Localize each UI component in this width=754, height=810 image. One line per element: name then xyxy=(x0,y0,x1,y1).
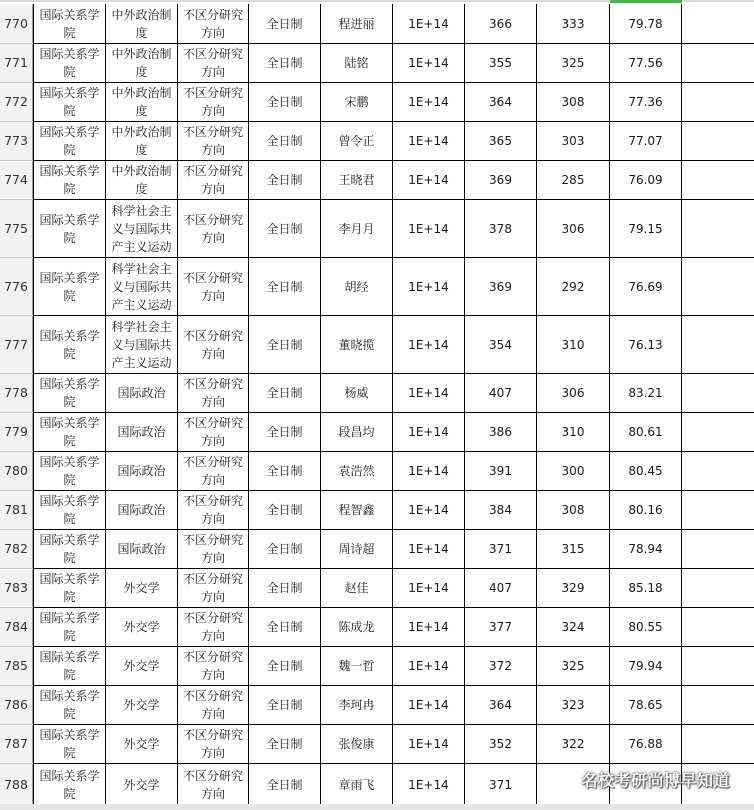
initial-score-cell[interactable]: 366 xyxy=(465,4,537,44)
table-row[interactable] xyxy=(0,686,754,725)
retest-score-cell[interactable]: 306 xyxy=(537,200,610,258)
name-cell[interactable]: 周诗超 xyxy=(321,530,393,569)
watermark-text: 名校考研尚博早知道 xyxy=(581,771,730,790)
major-cell[interactable]: 外交学 xyxy=(106,569,178,608)
college-cell[interactable]: 国际关系学院 xyxy=(33,200,106,258)
major-cell[interactable]: 国际政治 xyxy=(106,413,178,452)
retest-score-cell[interactable]: 285 xyxy=(537,161,610,200)
row-header[interactable]: 786 xyxy=(0,686,33,725)
row-header[interactable]: 787 xyxy=(0,725,33,764)
retest-score-cell[interactable]: 324 xyxy=(537,608,610,647)
study-mode-cell[interactable]: 全日制 xyxy=(249,122,321,161)
college-cell[interactable]: 国际关系学院 xyxy=(33,491,106,530)
table-row[interactable] xyxy=(0,530,754,569)
college-cell[interactable]: 国际关系学院 xyxy=(33,83,106,122)
college-cell[interactable]: 国际关系学院 xyxy=(33,725,106,764)
horizontal-scrollbar[interactable] xyxy=(0,804,754,810)
row-header[interactable]: 776 xyxy=(0,258,33,316)
total-score-cell[interactable]: 79.15 xyxy=(610,200,682,258)
study-mode-cell[interactable]: 全日制 xyxy=(249,374,321,413)
name-cell[interactable]: 陆铭 xyxy=(321,44,393,83)
initial-score-cell[interactable]: 364 xyxy=(465,686,537,725)
note-cell[interactable] xyxy=(682,686,754,725)
initial-score-cell[interactable]: 369 xyxy=(465,161,537,200)
college-cell[interactable]: 国际关系学院 xyxy=(33,452,106,491)
exam-id-cell[interactable]: 1E+14 xyxy=(393,161,465,200)
total-score-cell[interactable]: 77.36 xyxy=(610,83,682,122)
study-mode-cell[interactable]: 全日制 xyxy=(249,452,321,491)
study-mode-cell[interactable]: 全日制 xyxy=(249,647,321,686)
study-mode-cell[interactable]: 全日制 xyxy=(249,608,321,647)
wechat-icon xyxy=(553,772,575,788)
retest-score-cell[interactable]: 306 xyxy=(537,374,610,413)
note-cell[interactable] xyxy=(682,258,754,316)
research-direction-cell[interactable]: 不区分研究方向 xyxy=(178,258,249,316)
name-cell[interactable]: 魏一哲 xyxy=(321,647,393,686)
total-score-cell[interactable]: 80.16 xyxy=(610,491,682,530)
research-direction-cell[interactable]: 不区分研究方向 xyxy=(178,686,249,725)
exam-id-cell[interactable]: 1E+14 xyxy=(393,569,465,608)
name-cell[interactable]: 袁浩然 xyxy=(321,452,393,491)
exam-id-cell[interactable]: 1E+14 xyxy=(393,608,465,647)
table-row[interactable] xyxy=(0,258,754,316)
total-score-cell[interactable]: 76.69 xyxy=(610,258,682,316)
study-mode-cell[interactable]: 全日制 xyxy=(249,83,321,122)
table-row[interactable] xyxy=(0,44,754,83)
note-cell[interactable] xyxy=(682,4,754,44)
note-cell[interactable] xyxy=(682,44,754,83)
retest-score-cell[interactable]: 310 xyxy=(537,413,610,452)
research-direction-cell[interactable]: 不区分研究方向 xyxy=(178,83,249,122)
initial-score-cell[interactable]: 365 xyxy=(465,122,537,161)
total-score-cell[interactable]: 77.56 xyxy=(610,44,682,83)
study-mode-cell[interactable]: 全日制 xyxy=(249,764,321,806)
college-cell[interactable]: 国际关系学院 xyxy=(33,258,106,316)
initial-score-cell[interactable]: 372 xyxy=(465,647,537,686)
study-mode-cell[interactable]: 全日制 xyxy=(249,569,321,608)
total-score-cell[interactable]: 77.07 xyxy=(610,122,682,161)
college-cell[interactable]: 国际关系学院 xyxy=(33,647,106,686)
total-score-cell[interactable]: 80.45 xyxy=(610,452,682,491)
major-cell[interactable]: 外交学 xyxy=(106,764,178,806)
total-score-cell[interactable]: 76.09 xyxy=(610,161,682,200)
initial-score-cell[interactable]: 371 xyxy=(465,764,537,806)
college-cell[interactable]: 国际关系学院 xyxy=(33,4,106,44)
note-cell[interactable] xyxy=(682,83,754,122)
research-direction-cell[interactable]: 不区分研究方向 xyxy=(178,413,249,452)
name-cell[interactable]: 程智鑫 xyxy=(321,491,393,530)
retest-score-cell[interactable]: 329 xyxy=(537,569,610,608)
name-cell[interactable]: 杨威 xyxy=(321,374,393,413)
table-row[interactable] xyxy=(0,122,754,161)
research-direction-cell[interactable]: 不区分研究方向 xyxy=(178,161,249,200)
research-direction-cell[interactable]: 不区分研究方向 xyxy=(178,4,249,44)
study-mode-cell[interactable]: 全日制 xyxy=(249,44,321,83)
retest-score-cell[interactable]: 333 xyxy=(537,4,610,44)
research-direction-cell[interactable]: 不区分研究方向 xyxy=(178,725,249,764)
table-row[interactable] xyxy=(0,413,754,452)
initial-score-cell[interactable]: 354 xyxy=(465,316,537,374)
research-direction-cell[interactable]: 不区分研究方向 xyxy=(178,316,249,374)
name-cell[interactable]: 段昌均 xyxy=(321,413,393,452)
note-cell[interactable] xyxy=(682,316,754,374)
research-direction-cell[interactable]: 不区分研究方向 xyxy=(178,530,249,569)
exam-id-cell[interactable]: 1E+14 xyxy=(393,764,465,806)
study-mode-cell[interactable]: 全日制 xyxy=(249,4,321,44)
major-cell[interactable]: 中外政治制度 xyxy=(106,44,178,83)
note-cell[interactable] xyxy=(682,374,754,413)
major-cell[interactable]: 科学社会主义与国际共产主义运动 xyxy=(106,316,178,374)
study-mode-cell[interactable]: 全日制 xyxy=(249,316,321,374)
note-cell[interactable] xyxy=(682,200,754,258)
initial-score-cell[interactable]: 352 xyxy=(465,725,537,764)
table-row[interactable] xyxy=(0,491,754,530)
exam-id-cell[interactable]: 1E+14 xyxy=(393,452,465,491)
research-direction-cell[interactable]: 不区分研究方向 xyxy=(178,452,249,491)
study-mode-cell[interactable]: 全日制 xyxy=(249,686,321,725)
table-row[interactable] xyxy=(0,200,754,258)
row-header[interactable]: 772 xyxy=(0,83,33,122)
exam-id-cell[interactable]: 1E+14 xyxy=(393,686,465,725)
initial-score-cell[interactable]: 407 xyxy=(465,374,537,413)
note-cell[interactable] xyxy=(682,491,754,530)
major-cell[interactable]: 外交学 xyxy=(106,608,178,647)
row-header[interactable]: 774 xyxy=(0,161,33,200)
exam-id-cell[interactable]: 1E+14 xyxy=(393,44,465,83)
exam-id-cell[interactable]: 1E+14 xyxy=(393,530,465,569)
research-direction-cell[interactable]: 不区分研究方向 xyxy=(178,764,249,806)
exam-id-cell[interactable]: 1E+14 xyxy=(393,316,465,374)
row-header[interactable]: 777 xyxy=(0,316,33,374)
initial-score-cell[interactable]: 364 xyxy=(465,83,537,122)
note-cell[interactable] xyxy=(682,530,754,569)
major-cell[interactable]: 中外政治制度 xyxy=(106,122,178,161)
research-direction-cell[interactable]: 不区分研究方向 xyxy=(178,44,249,83)
exam-id-cell[interactable]: 1E+14 xyxy=(393,491,465,530)
study-mode-cell[interactable]: 全日制 xyxy=(249,491,321,530)
study-mode-cell[interactable]: 全日制 xyxy=(249,161,321,200)
exam-id-cell[interactable]: 1E+14 xyxy=(393,413,465,452)
name-cell[interactable]: 章雨飞 xyxy=(321,764,393,806)
research-direction-cell[interactable]: 不区分研究方向 xyxy=(178,569,249,608)
row-header[interactable]: 780 xyxy=(0,452,33,491)
initial-score-cell[interactable]: 407 xyxy=(465,569,537,608)
name-cell[interactable]: 张俊康 xyxy=(321,725,393,764)
retest-score-cell[interactable]: 308 xyxy=(537,83,610,122)
name-cell[interactable]: 赵佳 xyxy=(321,569,393,608)
college-cell[interactable]: 国际关系学院 xyxy=(33,413,106,452)
college-cell[interactable]: 国际关系学院 xyxy=(33,569,106,608)
study-mode-cell[interactable]: 全日制 xyxy=(249,258,321,316)
retest-score-cell[interactable]: 325 xyxy=(537,44,610,83)
research-direction-cell[interactable]: 不区分研究方向 xyxy=(178,491,249,530)
name-cell[interactable]: 宋鹏 xyxy=(321,83,393,122)
total-score-cell[interactable]: 79.94 xyxy=(610,647,682,686)
exam-id-cell[interactable]: 1E+14 xyxy=(393,122,465,161)
major-cell[interactable]: 国际政治 xyxy=(106,491,178,530)
total-score-cell[interactable]: 80.61 xyxy=(610,413,682,452)
retest-score-cell[interactable]: 303 xyxy=(537,122,610,161)
college-cell[interactable]: 国际关系学院 xyxy=(33,316,106,374)
major-cell[interactable]: 国际政治 xyxy=(106,452,178,491)
study-mode-cell[interactable]: 全日制 xyxy=(249,530,321,569)
initial-score-cell[interactable]: 369 xyxy=(465,258,537,316)
initial-score-cell[interactable]: 371 xyxy=(465,530,537,569)
research-direction-cell[interactable]: 不区分研究方向 xyxy=(178,200,249,258)
total-score-cell[interactable]: 76.13 xyxy=(610,316,682,374)
table-row[interactable] xyxy=(0,608,754,647)
college-cell[interactable]: 国际关系学院 xyxy=(33,608,106,647)
college-cell[interactable]: 国际关系学院 xyxy=(33,122,106,161)
college-cell[interactable]: 国际关系学院 xyxy=(33,374,106,413)
name-cell[interactable]: 程进丽 xyxy=(321,4,393,44)
initial-score-cell[interactable]: 384 xyxy=(465,491,537,530)
total-score-cell[interactable]: 78.94 xyxy=(610,530,682,569)
note-cell[interactable] xyxy=(682,413,754,452)
retest-score-cell[interactable]: 325 xyxy=(537,647,610,686)
retest-score-cell[interactable]: 292 xyxy=(537,258,610,316)
exam-id-cell[interactable]: 1E+14 xyxy=(393,374,465,413)
row-header[interactable]: 781 xyxy=(0,491,33,530)
note-cell[interactable] xyxy=(682,122,754,161)
table-row[interactable] xyxy=(0,4,754,44)
college-cell[interactable]: 国际关系学院 xyxy=(33,764,106,806)
name-cell[interactable]: 董晓揽 xyxy=(321,316,393,374)
initial-score-cell[interactable]: 391 xyxy=(465,452,537,491)
initial-score-cell[interactable]: 386 xyxy=(465,413,537,452)
initial-score-cell[interactable]: 355 xyxy=(465,44,537,83)
name-cell[interactable]: 李珂冉 xyxy=(321,686,393,725)
note-cell[interactable] xyxy=(682,608,754,647)
watermark xyxy=(553,768,730,791)
total-score-cell[interactable]: 79.78 xyxy=(610,4,682,44)
study-mode-cell[interactable]: 全日制 xyxy=(249,200,321,258)
major-cell[interactable]: 国际政治 xyxy=(106,374,178,413)
note-cell[interactable] xyxy=(682,452,754,491)
exam-id-cell[interactable]: 1E+14 xyxy=(393,647,465,686)
exam-id-cell[interactable]: 1E+14 xyxy=(393,258,465,316)
research-direction-cell[interactable]: 不区分研究方向 xyxy=(178,647,249,686)
note-cell[interactable] xyxy=(682,647,754,686)
table-row[interactable] xyxy=(0,83,754,122)
college-cell[interactable]: 国际关系学院 xyxy=(33,161,106,200)
note-cell[interactable] xyxy=(682,161,754,200)
retest-score-cell[interactable]: 300 xyxy=(537,452,610,491)
note-cell[interactable] xyxy=(682,725,754,764)
retest-score-cell[interactable]: 308 xyxy=(537,491,610,530)
major-cell[interactable]: 科学社会主义与国际共产主义运动 xyxy=(106,200,178,258)
total-score-cell[interactable]: 78.65 xyxy=(610,686,682,725)
table-row[interactable] xyxy=(0,161,754,200)
selected-column-indicator xyxy=(610,0,682,3)
note-cell[interactable] xyxy=(682,569,754,608)
study-mode-cell[interactable]: 全日制 xyxy=(249,413,321,452)
research-direction-cell[interactable]: 不区分研究方向 xyxy=(178,374,249,413)
total-score-cell[interactable]: 76.88 xyxy=(610,725,682,764)
table-row[interactable] xyxy=(0,647,754,686)
table-row[interactable] xyxy=(0,569,754,608)
total-score-cell[interactable]: 83.21 xyxy=(610,374,682,413)
total-score-cell[interactable]: 85.18 xyxy=(610,569,682,608)
total-score-cell[interactable]: 80.55 xyxy=(610,608,682,647)
exam-id-cell[interactable]: 1E+14 xyxy=(393,4,465,44)
row-header[interactable]: 788 xyxy=(0,764,33,806)
initial-score-cell[interactable]: 377 xyxy=(465,608,537,647)
major-cell[interactable]: 中外政治制度 xyxy=(106,83,178,122)
major-cell[interactable]: 科学社会主义与国际共产主义运动 xyxy=(106,258,178,316)
exam-id-cell[interactable]: 1E+14 xyxy=(393,83,465,122)
row-header[interactable]: 771 xyxy=(0,44,33,83)
row-header[interactable]: 779 xyxy=(0,413,33,452)
college-cell[interactable]: 国际关系学院 xyxy=(33,686,106,725)
row-header[interactable]: 775 xyxy=(0,200,33,258)
table-row[interactable] xyxy=(0,374,754,413)
study-mode-cell[interactable]: 全日制 xyxy=(249,725,321,764)
college-cell[interactable]: 国际关系学院 xyxy=(33,44,106,83)
row-header[interactable]: 778 xyxy=(0,374,33,413)
retest-score-cell[interactable]: 322 xyxy=(537,725,610,764)
name-cell[interactable]: 李月月 xyxy=(321,200,393,258)
initial-score-cell[interactable]: 378 xyxy=(465,200,537,258)
major-cell[interactable]: 国际政治 xyxy=(106,530,178,569)
table-row[interactable] xyxy=(0,452,754,491)
research-direction-cell[interactable]: 不区分研究方向 xyxy=(178,122,249,161)
major-cell[interactable]: 外交学 xyxy=(106,647,178,686)
retest-score-cell[interactable]: 310 xyxy=(537,316,610,374)
name-cell[interactable]: 王晓君 xyxy=(321,161,393,200)
major-cell[interactable]: 中外政治制度 xyxy=(106,4,178,44)
row-header[interactable]: 770 xyxy=(0,4,33,44)
table-row[interactable] xyxy=(0,316,754,374)
row-header[interactable]: 782 xyxy=(0,530,33,569)
row-header[interactable]: 784 xyxy=(0,608,33,647)
major-cell[interactable]: 中外政治制度 xyxy=(106,161,178,200)
major-cell[interactable]: 外交学 xyxy=(106,686,178,725)
major-cell[interactable]: 外交学 xyxy=(106,725,178,764)
row-header[interactable]: 785 xyxy=(0,647,33,686)
name-cell[interactable]: 陈成龙 xyxy=(321,608,393,647)
retest-score-cell[interactable]: 315 xyxy=(537,530,610,569)
table-row[interactable] xyxy=(0,725,754,764)
name-cell[interactable]: 胡经 xyxy=(321,258,393,316)
row-header[interactable]: 773 xyxy=(0,122,33,161)
retest-score-cell[interactable]: 323 xyxy=(537,686,610,725)
research-direction-cell[interactable]: 不区分研究方向 xyxy=(178,608,249,647)
row-header[interactable]: 783 xyxy=(0,569,33,608)
exam-id-cell[interactable]: 1E+14 xyxy=(393,725,465,764)
name-cell[interactable]: 曾令正 xyxy=(321,122,393,161)
exam-id-cell[interactable]: 1E+14 xyxy=(393,200,465,258)
college-cell[interactable]: 国际关系学院 xyxy=(33,530,106,569)
